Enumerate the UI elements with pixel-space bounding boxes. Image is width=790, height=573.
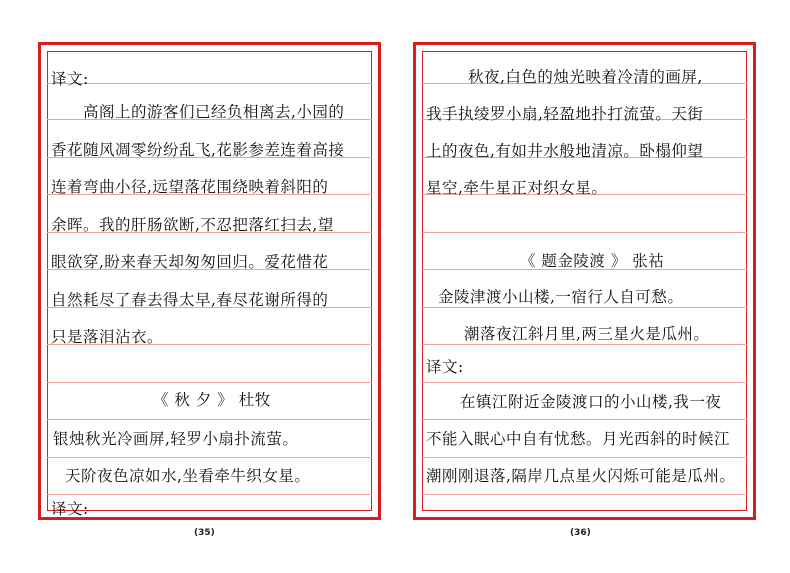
text-line: 余晖。我的肝肠欲断,不忍把落红扫去,望 bbox=[51, 216, 334, 234]
text-line: 高阁上的游客们已经负相离去,小园的 bbox=[83, 103, 345, 121]
ruled-line bbox=[47, 83, 372, 84]
ruled-line bbox=[422, 307, 747, 308]
text-line: 不能入眠心中自有忧愁。月光西斜的时候江 bbox=[426, 430, 731, 448]
poem-line: 天阶夜色凉如水,坐看牵牛织女星。 bbox=[65, 467, 311, 485]
text-line: 自然耗尽了春去得太早,春尽花谢所得的 bbox=[51, 291, 329, 309]
ruled-line bbox=[47, 494, 372, 495]
text-line: 眼欲穿,盼来春天却匆匆回归。爱花惜花 bbox=[51, 253, 329, 271]
ruled-line bbox=[422, 344, 747, 345]
poem-line: 潮落夜江斜月里,两三星火是瓜州。 bbox=[464, 325, 710, 343]
ruled-line bbox=[47, 382, 372, 383]
left-page bbox=[38, 42, 381, 520]
ruled-line bbox=[422, 232, 747, 233]
text-line: 潮刚刚退落,隔岸几点星火闪烁可能是瓜州。 bbox=[426, 467, 736, 485]
text-line: 上的夜色,有如井水般地清凉。卧榻仰望 bbox=[426, 142, 704, 160]
ruled-line bbox=[422, 419, 747, 420]
poem-title: 《 秋 夕 》 杜牧 bbox=[153, 391, 271, 409]
ruled-line bbox=[47, 457, 372, 458]
text-line: 在镇江附近金陵渡口的小山楼,我一夜 bbox=[460, 393, 722, 411]
translation-label: 译文: bbox=[51, 70, 89, 88]
translation-label: 译文: bbox=[51, 500, 89, 518]
text-line: 我手执绫罗小扇,轻盈地扑打流萤。天街 bbox=[426, 105, 704, 123]
right-page bbox=[413, 42, 756, 520]
translation-label: 译文: bbox=[426, 358, 464, 376]
text-line: 连着弯曲小径,远望落花围绕映着斜阳的 bbox=[51, 178, 329, 196]
page-number: (36) bbox=[570, 528, 591, 538]
ruled-line bbox=[422, 457, 747, 458]
ruled-line bbox=[422, 494, 747, 495]
text-line: 只是落泪沾衣。 bbox=[51, 328, 164, 346]
poem-line: 银烛秋光冷画屏,轻罗小扇扑流萤。 bbox=[53, 430, 299, 448]
text-line: 星空,牵牛星正对织女星。 bbox=[426, 179, 608, 197]
text-line: 秋夜,白色的烛光映着冷清的画屏, bbox=[468, 68, 703, 86]
ruled-line bbox=[47, 419, 372, 420]
poem-line: 金陵津渡小山楼,一宿行人自可愁。 bbox=[438, 288, 684, 306]
page-number: (35) bbox=[194, 528, 215, 538]
poem-title: 《 题金陵渡 》 张祜 bbox=[520, 252, 665, 270]
ruled-line bbox=[422, 382, 747, 383]
text-line: 香花随风凋零纷纷乱飞,花影参差连着高接 bbox=[51, 141, 345, 159]
